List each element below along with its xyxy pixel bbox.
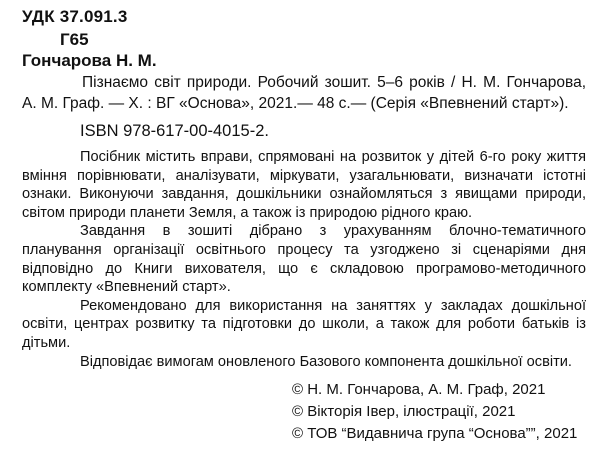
author-sign-code: Г65	[60, 30, 89, 49]
copyright-block	[14, 379, 586, 445]
copyright-line: © Н. М. Гончарова, А. М. Граф, 2021	[292, 381, 546, 399]
annotation-paragraph: Завдання в зошиті дібрано з урахуванням блочно-тематичного планування організації освітнього процесу та узгоджено зі сценаріями дня відповідно до Книги вихователя, що є складовою програмово-методичного комплекту «Впевнений старт».	[22, 223, 586, 296]
annotation	[14, 148, 586, 371]
bibliographic-entry: Пізнаємо світ природи. Робочий зошит. 5–6 років / Н. М. Гончарова, А. М. Граф. — Х. : ВГ «Основа», 2021.— 48 с.— (Серія «Впевнений старт»).	[22, 74, 586, 112]
copyright-line: © Вікторія Івер, ілюстрації, 2021	[292, 403, 516, 421]
udk-code: УДК 37.091.3	[22, 7, 128, 26]
isbn-number: ISBN 978-617-00-4015-2.	[80, 122, 269, 140]
author-heading: Гончарова Н. М.	[22, 51, 157, 70]
annotation-paragraph: Посібник містить вправи, спрямовані на розвиток у дітей 6-го року життя вміння порівнювати, аналізувати, міркувати, узагальнювати, визначати істотні ознаки. Виконуючи завдання, дошкільники ознайомляться з явищами природи, світом природи планети Земля, а також із природою рідного краю.	[22, 149, 586, 221]
copyright-line: © ТОВ “Видавнича група “Основа””, 2021	[292, 425, 578, 443]
annotation-paragraph: Рекомендовано для використання на заняттях у закладах дошкільної освіти, центрах розвитку та підготовки до школи, а також для роботи батьків із дітьми.	[22, 297, 586, 351]
annotation-paragraph: Відповідає вимогам оновленого Базового компонента дошкільної освіти.	[80, 353, 572, 370]
